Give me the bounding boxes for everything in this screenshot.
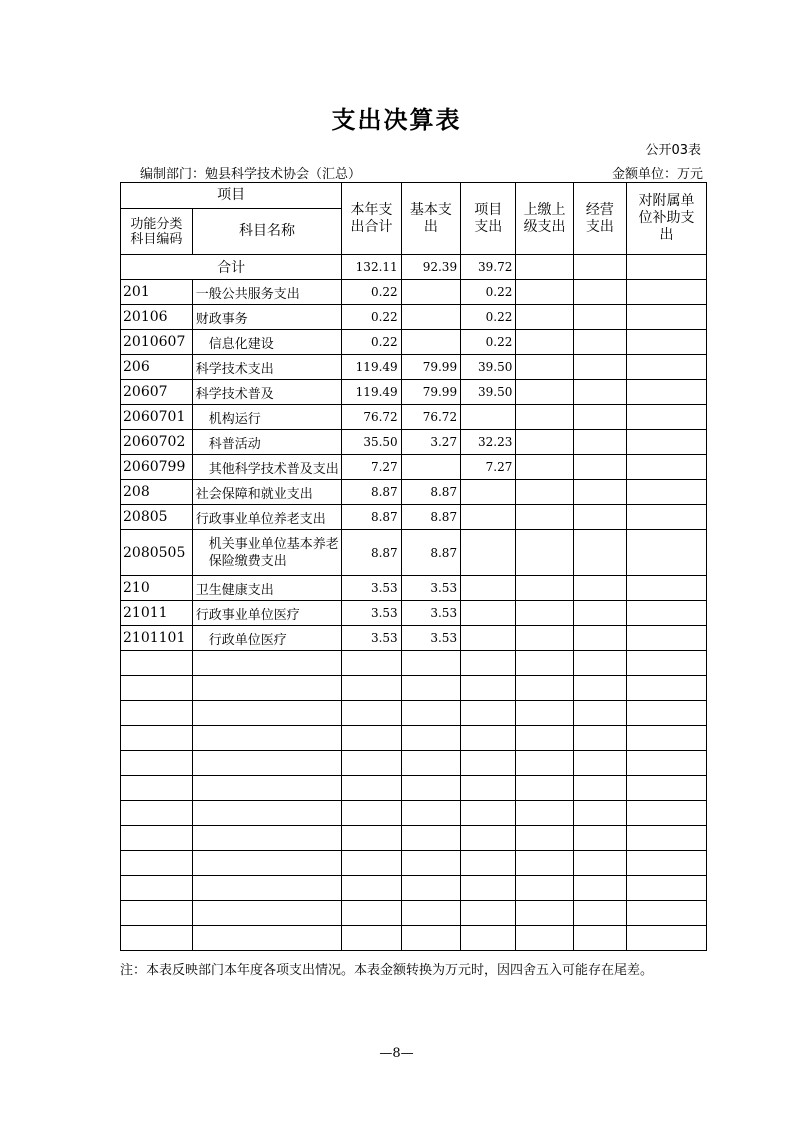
empty-cell bbox=[401, 651, 460, 676]
table-row bbox=[121, 330, 707, 355]
table-row bbox=[121, 626, 707, 651]
empty-cell bbox=[342, 651, 401, 676]
empty-cell bbox=[516, 926, 573, 951]
header-total-text: 本年支出合计 bbox=[350, 201, 393, 235]
business-cell bbox=[573, 405, 626, 430]
code-cell: 206 bbox=[121, 355, 193, 380]
header-project bbox=[461, 183, 516, 255]
empty-row bbox=[121, 726, 707, 751]
subsidy-cell bbox=[627, 405, 707, 430]
empty-cell bbox=[192, 926, 342, 951]
empty-cell bbox=[516, 801, 573, 826]
header-code-text: 功能分类科目编码 bbox=[130, 216, 183, 247]
project-cell: 7.27 bbox=[461, 455, 516, 480]
header-upper bbox=[516, 183, 573, 255]
total-basic-cell: 92.39 bbox=[401, 255, 460, 280]
empty-cell bbox=[342, 801, 401, 826]
empty-cell bbox=[192, 726, 342, 751]
total-cell: 119.49 bbox=[342, 355, 401, 380]
business-cell bbox=[573, 430, 626, 455]
code-cell: 201 bbox=[121, 280, 193, 305]
upper-cell bbox=[516, 355, 573, 380]
project-cell: 0.22 bbox=[461, 330, 516, 355]
name-cell: 行政事业单位医疗 bbox=[192, 601, 342, 626]
empty-cell bbox=[516, 701, 573, 726]
empty-cell bbox=[627, 751, 707, 776]
empty-cell bbox=[516, 726, 573, 751]
page-title: 支出决算表 bbox=[331, 106, 462, 134]
empty-cell bbox=[461, 876, 516, 901]
subsidy-cell bbox=[627, 576, 707, 601]
empty-cell bbox=[342, 751, 401, 776]
total-cell: 8.87 bbox=[342, 480, 401, 505]
table-row bbox=[121, 505, 707, 530]
empty-cell bbox=[627, 651, 707, 676]
empty-cell bbox=[192, 801, 342, 826]
empty-cell bbox=[121, 726, 193, 751]
empty-cell bbox=[573, 726, 626, 751]
project-cell bbox=[461, 601, 516, 626]
page-number: —8— bbox=[379, 1046, 414, 1061]
empty-cell bbox=[461, 726, 516, 751]
table-row bbox=[121, 455, 707, 480]
empty-row bbox=[121, 851, 707, 876]
empty-cell bbox=[516, 851, 573, 876]
empty-cell bbox=[401, 751, 460, 776]
subsidy-cell bbox=[627, 626, 707, 651]
empty-row bbox=[121, 751, 707, 776]
empty-cell bbox=[401, 676, 460, 701]
subsidy-cell bbox=[627, 480, 707, 505]
total-subsidy-cell bbox=[627, 255, 707, 280]
total-cell: 3.53 bbox=[342, 626, 401, 651]
empty-cell bbox=[627, 701, 707, 726]
upper-cell bbox=[516, 380, 573, 405]
upper-cell bbox=[516, 576, 573, 601]
empty-row bbox=[121, 701, 707, 726]
empty-cell bbox=[461, 776, 516, 801]
empty-cell bbox=[342, 901, 401, 926]
header-upper-text: 上缴上级支出 bbox=[523, 201, 566, 235]
name-cell: 科学技术支出 bbox=[192, 355, 342, 380]
total-cell: 3.53 bbox=[342, 576, 401, 601]
project-cell: 32.23 bbox=[461, 430, 516, 455]
empty-cell bbox=[461, 851, 516, 876]
table-row bbox=[121, 305, 707, 330]
basic-cell: 3.53 bbox=[401, 576, 460, 601]
empty-cell bbox=[192, 701, 342, 726]
empty-cell bbox=[342, 726, 401, 751]
empty-row bbox=[121, 676, 707, 701]
empty-cell bbox=[401, 776, 460, 801]
project-cell bbox=[461, 480, 516, 505]
project-cell bbox=[461, 505, 516, 530]
total-cell: 0.22 bbox=[342, 305, 401, 330]
total-cell: 0.22 bbox=[342, 280, 401, 305]
project-cell bbox=[461, 405, 516, 430]
upper-cell bbox=[516, 280, 573, 305]
empty-cell bbox=[192, 676, 342, 701]
total-upper-cell bbox=[516, 255, 573, 280]
header-basic-text: 基本支出 bbox=[409, 201, 452, 235]
project-cell: 0.22 bbox=[461, 280, 516, 305]
header-subsidy bbox=[627, 183, 707, 255]
code-cell: 2060701 bbox=[121, 405, 193, 430]
project-cell bbox=[461, 530, 516, 576]
business-cell bbox=[573, 330, 626, 355]
table-row bbox=[121, 601, 707, 626]
table-row bbox=[121, 480, 707, 505]
empty-cell bbox=[627, 826, 707, 851]
basic-cell bbox=[401, 330, 460, 355]
project-cell: 0.22 bbox=[461, 305, 516, 330]
upper-cell bbox=[516, 530, 573, 576]
empty-cell bbox=[121, 926, 193, 951]
empty-cell bbox=[516, 901, 573, 926]
basic-cell: 8.87 bbox=[401, 505, 460, 530]
business-cell bbox=[573, 626, 626, 651]
empty-cell bbox=[516, 826, 573, 851]
empty-cell bbox=[401, 901, 460, 926]
upper-cell bbox=[516, 305, 573, 330]
empty-cell bbox=[401, 851, 460, 876]
code-cell: 20106 bbox=[121, 305, 193, 330]
code-cell: 2060702 bbox=[121, 430, 193, 455]
empty-cell bbox=[573, 651, 626, 676]
table-row bbox=[121, 576, 707, 601]
empty-cell bbox=[342, 876, 401, 901]
basic-cell bbox=[401, 280, 460, 305]
empty-cell bbox=[342, 926, 401, 951]
code-cell: 2060799 bbox=[121, 455, 193, 480]
basic-cell: 76.72 bbox=[401, 405, 460, 430]
empty-cell bbox=[573, 776, 626, 801]
empty-cell bbox=[573, 701, 626, 726]
empty-cell bbox=[342, 701, 401, 726]
code-cell: 2101101 bbox=[121, 626, 193, 651]
subsidy-cell bbox=[627, 330, 707, 355]
header-subsidy-text: 对附属单位补助支出 bbox=[638, 193, 695, 243]
name-cell: 科学技术普及 bbox=[192, 380, 342, 405]
empty-cell bbox=[121, 676, 193, 701]
empty-cell bbox=[461, 901, 516, 926]
code-cell: 2010607 bbox=[121, 330, 193, 355]
business-cell bbox=[573, 530, 626, 576]
total-cell: 8.87 bbox=[342, 530, 401, 576]
header-business-text: 经营支出 bbox=[585, 201, 614, 235]
business-cell bbox=[573, 576, 626, 601]
empty-cell bbox=[121, 851, 193, 876]
upper-cell bbox=[516, 330, 573, 355]
header-name: 科目名称 bbox=[192, 209, 342, 255]
code-cell: 20805 bbox=[121, 505, 193, 530]
empty-row bbox=[121, 876, 707, 901]
empty-cell bbox=[342, 676, 401, 701]
basic-cell: 8.87 bbox=[401, 530, 460, 576]
empty-cell bbox=[461, 926, 516, 951]
table-row bbox=[121, 280, 707, 305]
empty-cell bbox=[627, 926, 707, 951]
empty-cell bbox=[627, 676, 707, 701]
basic-cell bbox=[401, 305, 460, 330]
empty-cell bbox=[342, 776, 401, 801]
total-cell: 0.22 bbox=[342, 330, 401, 355]
amount-unit-label: 金额单位：万元 bbox=[611, 167, 703, 182]
empty-cell bbox=[342, 826, 401, 851]
total-label: 合计 bbox=[121, 255, 342, 280]
subsidy-cell bbox=[627, 305, 707, 330]
empty-cell bbox=[121, 801, 193, 826]
empty-cell bbox=[461, 676, 516, 701]
basic-cell: 79.99 bbox=[401, 355, 460, 380]
subsidy-cell bbox=[627, 280, 707, 305]
table-row bbox=[121, 530, 707, 576]
empty-cell bbox=[573, 826, 626, 851]
empty-cell bbox=[516, 676, 573, 701]
header-item: 项目 bbox=[121, 183, 342, 209]
header-basic bbox=[401, 183, 460, 255]
expenditure-table bbox=[120, 182, 707, 951]
empty-cell bbox=[401, 826, 460, 851]
subsidy-cell bbox=[627, 380, 707, 405]
business-cell bbox=[573, 505, 626, 530]
empty-row bbox=[121, 651, 707, 676]
project-cell bbox=[461, 576, 516, 601]
code-cell: 210 bbox=[121, 576, 193, 601]
total-cell: 35.50 bbox=[342, 430, 401, 455]
header-code bbox=[121, 209, 193, 255]
basic-cell: 79.99 bbox=[401, 380, 460, 405]
empty-cell bbox=[401, 701, 460, 726]
empty-cell bbox=[573, 876, 626, 901]
empty-cell bbox=[121, 826, 193, 851]
empty-cell bbox=[192, 651, 342, 676]
empty-cell bbox=[627, 901, 707, 926]
empty-cell bbox=[627, 801, 707, 826]
empty-cell bbox=[627, 876, 707, 901]
empty-cell bbox=[627, 776, 707, 801]
name-cell: 机关事业单位基本养老保险缴费支出 bbox=[192, 530, 342, 576]
total-sum-cell: 132.11 bbox=[342, 255, 401, 280]
name-cell: 科普活动 bbox=[192, 430, 342, 455]
code-cell: 20607 bbox=[121, 380, 193, 405]
upper-cell bbox=[516, 480, 573, 505]
empty-cell bbox=[121, 901, 193, 926]
upper-cell bbox=[516, 455, 573, 480]
code-cell: 2080505 bbox=[121, 530, 193, 576]
empty-cell bbox=[192, 751, 342, 776]
form-number: 公开03表 bbox=[645, 143, 701, 158]
upper-cell bbox=[516, 405, 573, 430]
empty-cell bbox=[401, 876, 460, 901]
subsidy-cell bbox=[627, 430, 707, 455]
empty-row bbox=[121, 801, 707, 826]
code-cell: 208 bbox=[121, 480, 193, 505]
name-cell: 信息化建设 bbox=[192, 330, 342, 355]
table-row bbox=[121, 405, 707, 430]
business-cell bbox=[573, 280, 626, 305]
empty-cell bbox=[192, 851, 342, 876]
basic-cell: 3.27 bbox=[401, 430, 460, 455]
empty-cell bbox=[573, 676, 626, 701]
name-cell: 机构运行 bbox=[192, 405, 342, 430]
total-cell: 76.72 bbox=[342, 405, 401, 430]
total-cell: 119.49 bbox=[342, 380, 401, 405]
project-cell bbox=[461, 626, 516, 651]
empty-cell bbox=[192, 776, 342, 801]
empty-cell bbox=[192, 876, 342, 901]
subsidy-cell bbox=[627, 355, 707, 380]
table-row bbox=[121, 355, 707, 380]
business-cell bbox=[573, 355, 626, 380]
subsidy-cell bbox=[627, 530, 707, 576]
empty-cell bbox=[516, 751, 573, 776]
basic-cell: 3.53 bbox=[401, 626, 460, 651]
upper-cell bbox=[516, 601, 573, 626]
empty-row bbox=[121, 901, 707, 926]
empty-cell bbox=[342, 851, 401, 876]
header-project-text: 项目支出 bbox=[474, 201, 503, 235]
business-cell bbox=[573, 380, 626, 405]
empty-cell bbox=[461, 826, 516, 851]
subsidy-cell bbox=[627, 455, 707, 480]
table-body bbox=[121, 255, 707, 951]
total-business-cell bbox=[573, 255, 626, 280]
upper-cell bbox=[516, 505, 573, 530]
empty-cell bbox=[627, 726, 707, 751]
business-cell bbox=[573, 305, 626, 330]
empty-cell bbox=[461, 801, 516, 826]
table-row bbox=[121, 380, 707, 405]
name-cell: 其他科学技术普及支出 bbox=[192, 455, 342, 480]
empty-row bbox=[121, 776, 707, 801]
name-cell: 一般公共服务支出 bbox=[192, 280, 342, 305]
business-cell bbox=[573, 601, 626, 626]
empty-cell bbox=[121, 751, 193, 776]
empty-cell bbox=[573, 851, 626, 876]
total-row bbox=[121, 255, 707, 280]
basic-cell: 8.87 bbox=[401, 480, 460, 505]
total-project-cell: 39.72 bbox=[461, 255, 516, 280]
empty-cell bbox=[461, 651, 516, 676]
empty-cell bbox=[573, 926, 626, 951]
upper-cell bbox=[516, 626, 573, 651]
empty-cell bbox=[401, 926, 460, 951]
header-total bbox=[342, 183, 401, 255]
empty-cell bbox=[516, 776, 573, 801]
department-label: 编制部门：勉县科学技术协会（汇总） bbox=[140, 167, 362, 182]
empty-cell bbox=[121, 776, 193, 801]
subsidy-cell bbox=[627, 505, 707, 530]
project-cell: 39.50 bbox=[461, 380, 516, 405]
subsidy-cell bbox=[627, 601, 707, 626]
total-cell: 7.27 bbox=[342, 455, 401, 480]
total-cell: 3.53 bbox=[342, 601, 401, 626]
empty-cell bbox=[461, 751, 516, 776]
empty-cell bbox=[573, 801, 626, 826]
business-cell bbox=[573, 455, 626, 480]
business-cell bbox=[573, 480, 626, 505]
empty-cell bbox=[121, 876, 193, 901]
name-cell: 财政事务 bbox=[192, 305, 342, 330]
name-cell: 行政单位医疗 bbox=[192, 626, 342, 651]
empty-cell bbox=[401, 726, 460, 751]
header-business bbox=[573, 183, 626, 255]
code-cell: 21011 bbox=[121, 601, 193, 626]
empty-cell bbox=[516, 651, 573, 676]
name-cell: 行政事业单位养老支出 bbox=[192, 505, 342, 530]
basic-cell: 3.53 bbox=[401, 601, 460, 626]
table-row bbox=[121, 430, 707, 455]
empty-row bbox=[121, 826, 707, 851]
empty-cell bbox=[573, 751, 626, 776]
empty-cell bbox=[627, 851, 707, 876]
empty-row bbox=[121, 926, 707, 951]
total-cell: 8.87 bbox=[342, 505, 401, 530]
project-cell: 39.50 bbox=[461, 355, 516, 380]
empty-cell bbox=[401, 801, 460, 826]
empty-cell bbox=[516, 876, 573, 901]
name-cell: 社会保障和就业支出 bbox=[192, 480, 342, 505]
name-cell: 卫生健康支出 bbox=[192, 576, 342, 601]
empty-cell bbox=[573, 901, 626, 926]
upper-cell bbox=[516, 430, 573, 455]
empty-cell bbox=[192, 826, 342, 851]
empty-cell bbox=[121, 701, 193, 726]
empty-cell bbox=[121, 651, 193, 676]
empty-cell bbox=[192, 901, 342, 926]
empty-cell bbox=[461, 701, 516, 726]
basic-cell bbox=[401, 455, 460, 480]
footnote: 注：本表反映部门本年度各项支出情况。本表金额转换为万元时，因四舍五入可能存在尾差。 bbox=[120, 963, 654, 978]
